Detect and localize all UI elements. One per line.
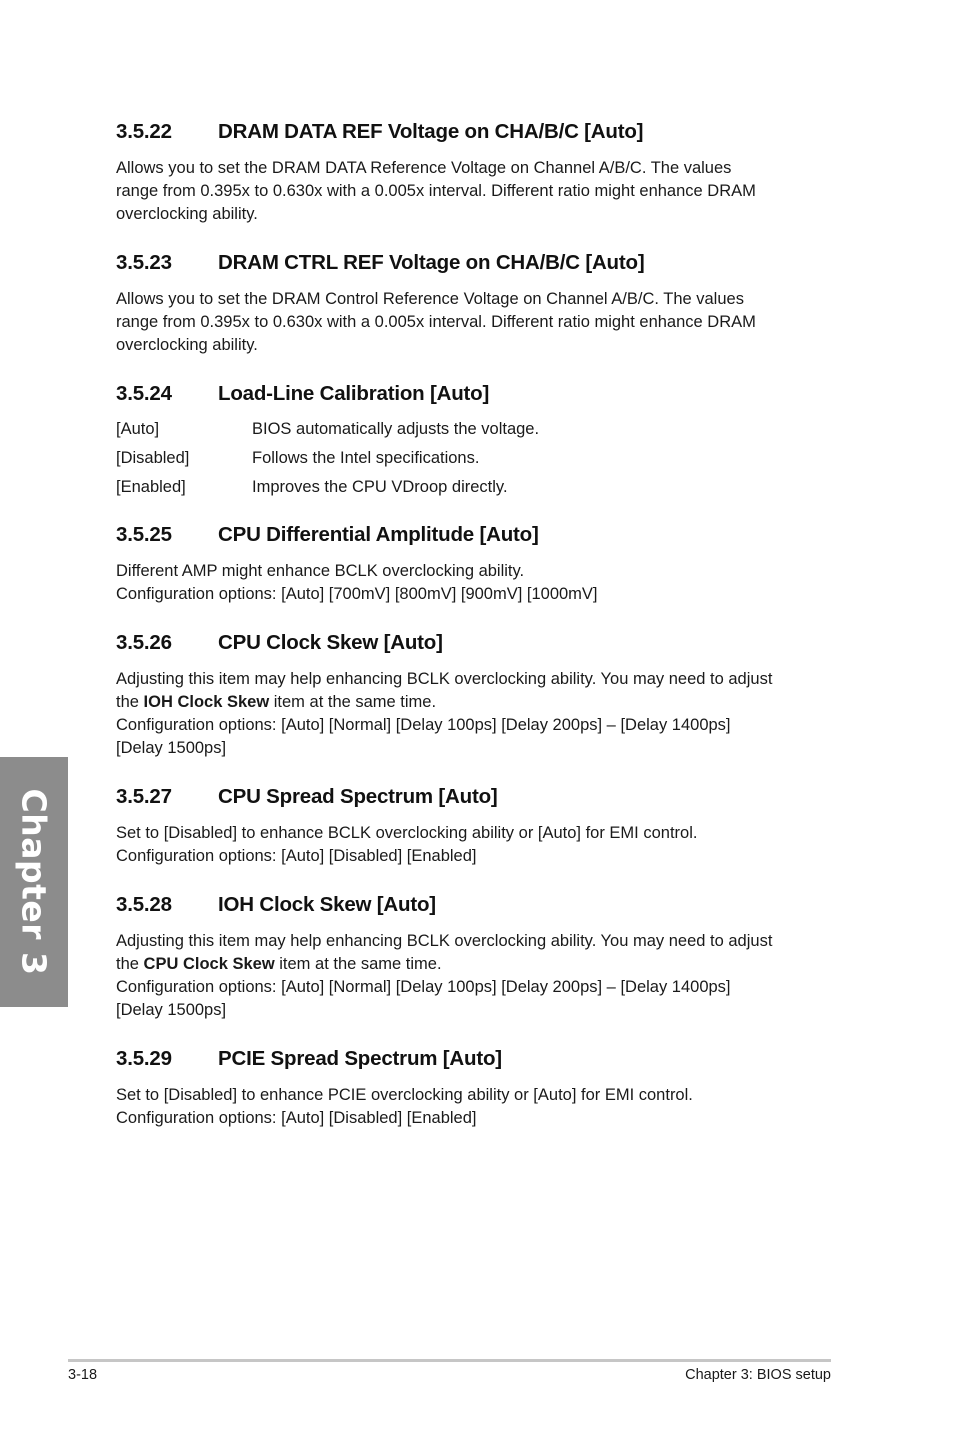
option-key: [Disabled] [116, 449, 190, 467]
option-row [116, 444, 816, 473]
section-number: 3.5.27 [116, 785, 172, 808]
text-line: overclocking ability. [116, 205, 258, 223]
footer-page-number: 3-18 [68, 1367, 98, 1383]
text-line: Configuration options: [Auto] [700mV] [800mV] [900mV] [1000mV] [116, 585, 598, 603]
section-paragraph [116, 560, 816, 606]
footer-chapter-title: Chapter 3: BIOS setup [685, 1367, 831, 1383]
section-3-5-24 [116, 379, 816, 502]
text-line: range from 0.395x to 0.630x with a 0.005x interval. Different ratio might enhance DRAM [116, 182, 756, 200]
text-line: Adjusting this item may help enhancing BCLK overclocking ability. You may need to adjust [116, 932, 773, 950]
text-line: Configuration options: [Auto] [Normal] [Delay 100ps] [Delay 200ps] – [Delay 1400ps] [116, 716, 731, 734]
section-paragraph [116, 157, 816, 226]
section-3-5-27 [116, 782, 816, 868]
section-3-5-23 [116, 248, 816, 357]
section-number: 3.5.23 [116, 251, 172, 274]
text-line: range from 0.395x to 0.630x with a 0.005x interval. Different ratio might enhance DRAM [116, 313, 756, 331]
text-fragment: the [116, 693, 144, 711]
text-fragment: item at the same time. [269, 693, 437, 711]
section-number: 3.5.26 [116, 631, 172, 654]
footer-divider [68, 1359, 831, 1362]
section-heading [116, 782, 816, 812]
section-number: 3.5.29 [116, 1047, 172, 1070]
section-title: DRAM CTRL REF Voltage on CHA/B/C [Auto] [218, 251, 645, 274]
option-key: [Auto] [116, 420, 160, 438]
section-paragraph [116, 668, 816, 760]
text-line: Set to [Disabled] to enhance PCIE overclocking ability or [Auto] for EMI control. [116, 1086, 693, 1104]
option-desc: Follows the Intel specifications. [252, 449, 480, 467]
option-desc: BIOS automatically adjusts the voltage. [252, 420, 540, 438]
chapter-side-tab [0, 757, 68, 1007]
section-title: CPU Spread Spectrum [Auto] [218, 785, 498, 808]
section-heading [116, 379, 816, 409]
section-heading [116, 117, 816, 147]
text-line: Set to [Disabled] to enhance BCLK overclocking ability or [Auto] for EMI control. [116, 824, 698, 842]
section-paragraph [116, 822, 816, 868]
text-line: Allows you to set the DRAM Control Reference Voltage on Channel A/B/C. The values [116, 290, 744, 308]
item-reference: IOH Clock Skew [143, 693, 270, 711]
section-3-5-25 [116, 520, 816, 606]
section-paragraph [116, 930, 816, 1022]
section-3-5-22 [116, 117, 816, 226]
section-title: PCIE Spread Spectrum [Auto] [218, 1047, 502, 1070]
section-number: 3.5.28 [116, 893, 172, 916]
text-line: Configuration options: [Auto] [Normal] [Delay 100ps] [Delay 200ps] – [Delay 1400ps] [116, 978, 731, 996]
section-title: CPU Clock Skew [Auto] [218, 631, 443, 654]
section-paragraph [116, 1084, 816, 1130]
option-row [116, 473, 816, 502]
option-key: [Enabled] [116, 478, 186, 496]
section-title: CPU Differential Amplitude [Auto] [218, 523, 539, 546]
text-line: Configuration options: [Auto] [Disabled] [Enabled] [116, 1109, 477, 1127]
item-reference: CPU Clock Skew [143, 955, 275, 973]
section-heading [116, 248, 816, 278]
section-number: 3.5.22 [116, 120, 172, 143]
section-3-5-29 [116, 1044, 816, 1130]
text-line: [Delay 1500ps] [116, 739, 227, 757]
text-line: Configuration options: [Auto] [Disabled] [Enabled] [116, 847, 477, 865]
chapter-tab-label: Chapter 3 [14, 788, 54, 976]
section-3-5-28 [116, 890, 816, 1022]
text-line: Adjusting this item may help enhancing BCLK overclocking ability. You may need to adjust [116, 670, 773, 688]
text-line: [Delay 1500ps] [116, 1001, 227, 1019]
section-number: 3.5.24 [116, 382, 172, 405]
section-paragraph [116, 288, 816, 357]
section-heading [116, 890, 816, 920]
section-title: Load-Line Calibration [Auto] [218, 382, 490, 405]
section-heading [116, 628, 816, 658]
text-fragment: item at the same time. [274, 955, 442, 973]
section-title: DRAM DATA REF Voltage on CHA/B/C [Auto] [218, 120, 644, 143]
section-heading [116, 1044, 816, 1074]
text-fragment: the [116, 955, 144, 973]
page-content [116, 117, 816, 1130]
text-line: Different AMP might enhance BCLK overclocking ability. [116, 562, 525, 580]
section-heading [116, 520, 816, 550]
section-title: IOH Clock Skew [Auto] [218, 893, 436, 916]
section-3-5-26 [116, 628, 816, 760]
text-line: Allows you to set the DRAM DATA Reference Voltage on Channel A/B/C. The values [116, 159, 732, 177]
section-number: 3.5.25 [116, 523, 172, 546]
text-line: overclocking ability. [116, 336, 258, 354]
option-row [116, 415, 816, 444]
option-desc: Improves the CPU VDroop directly. [252, 478, 508, 496]
